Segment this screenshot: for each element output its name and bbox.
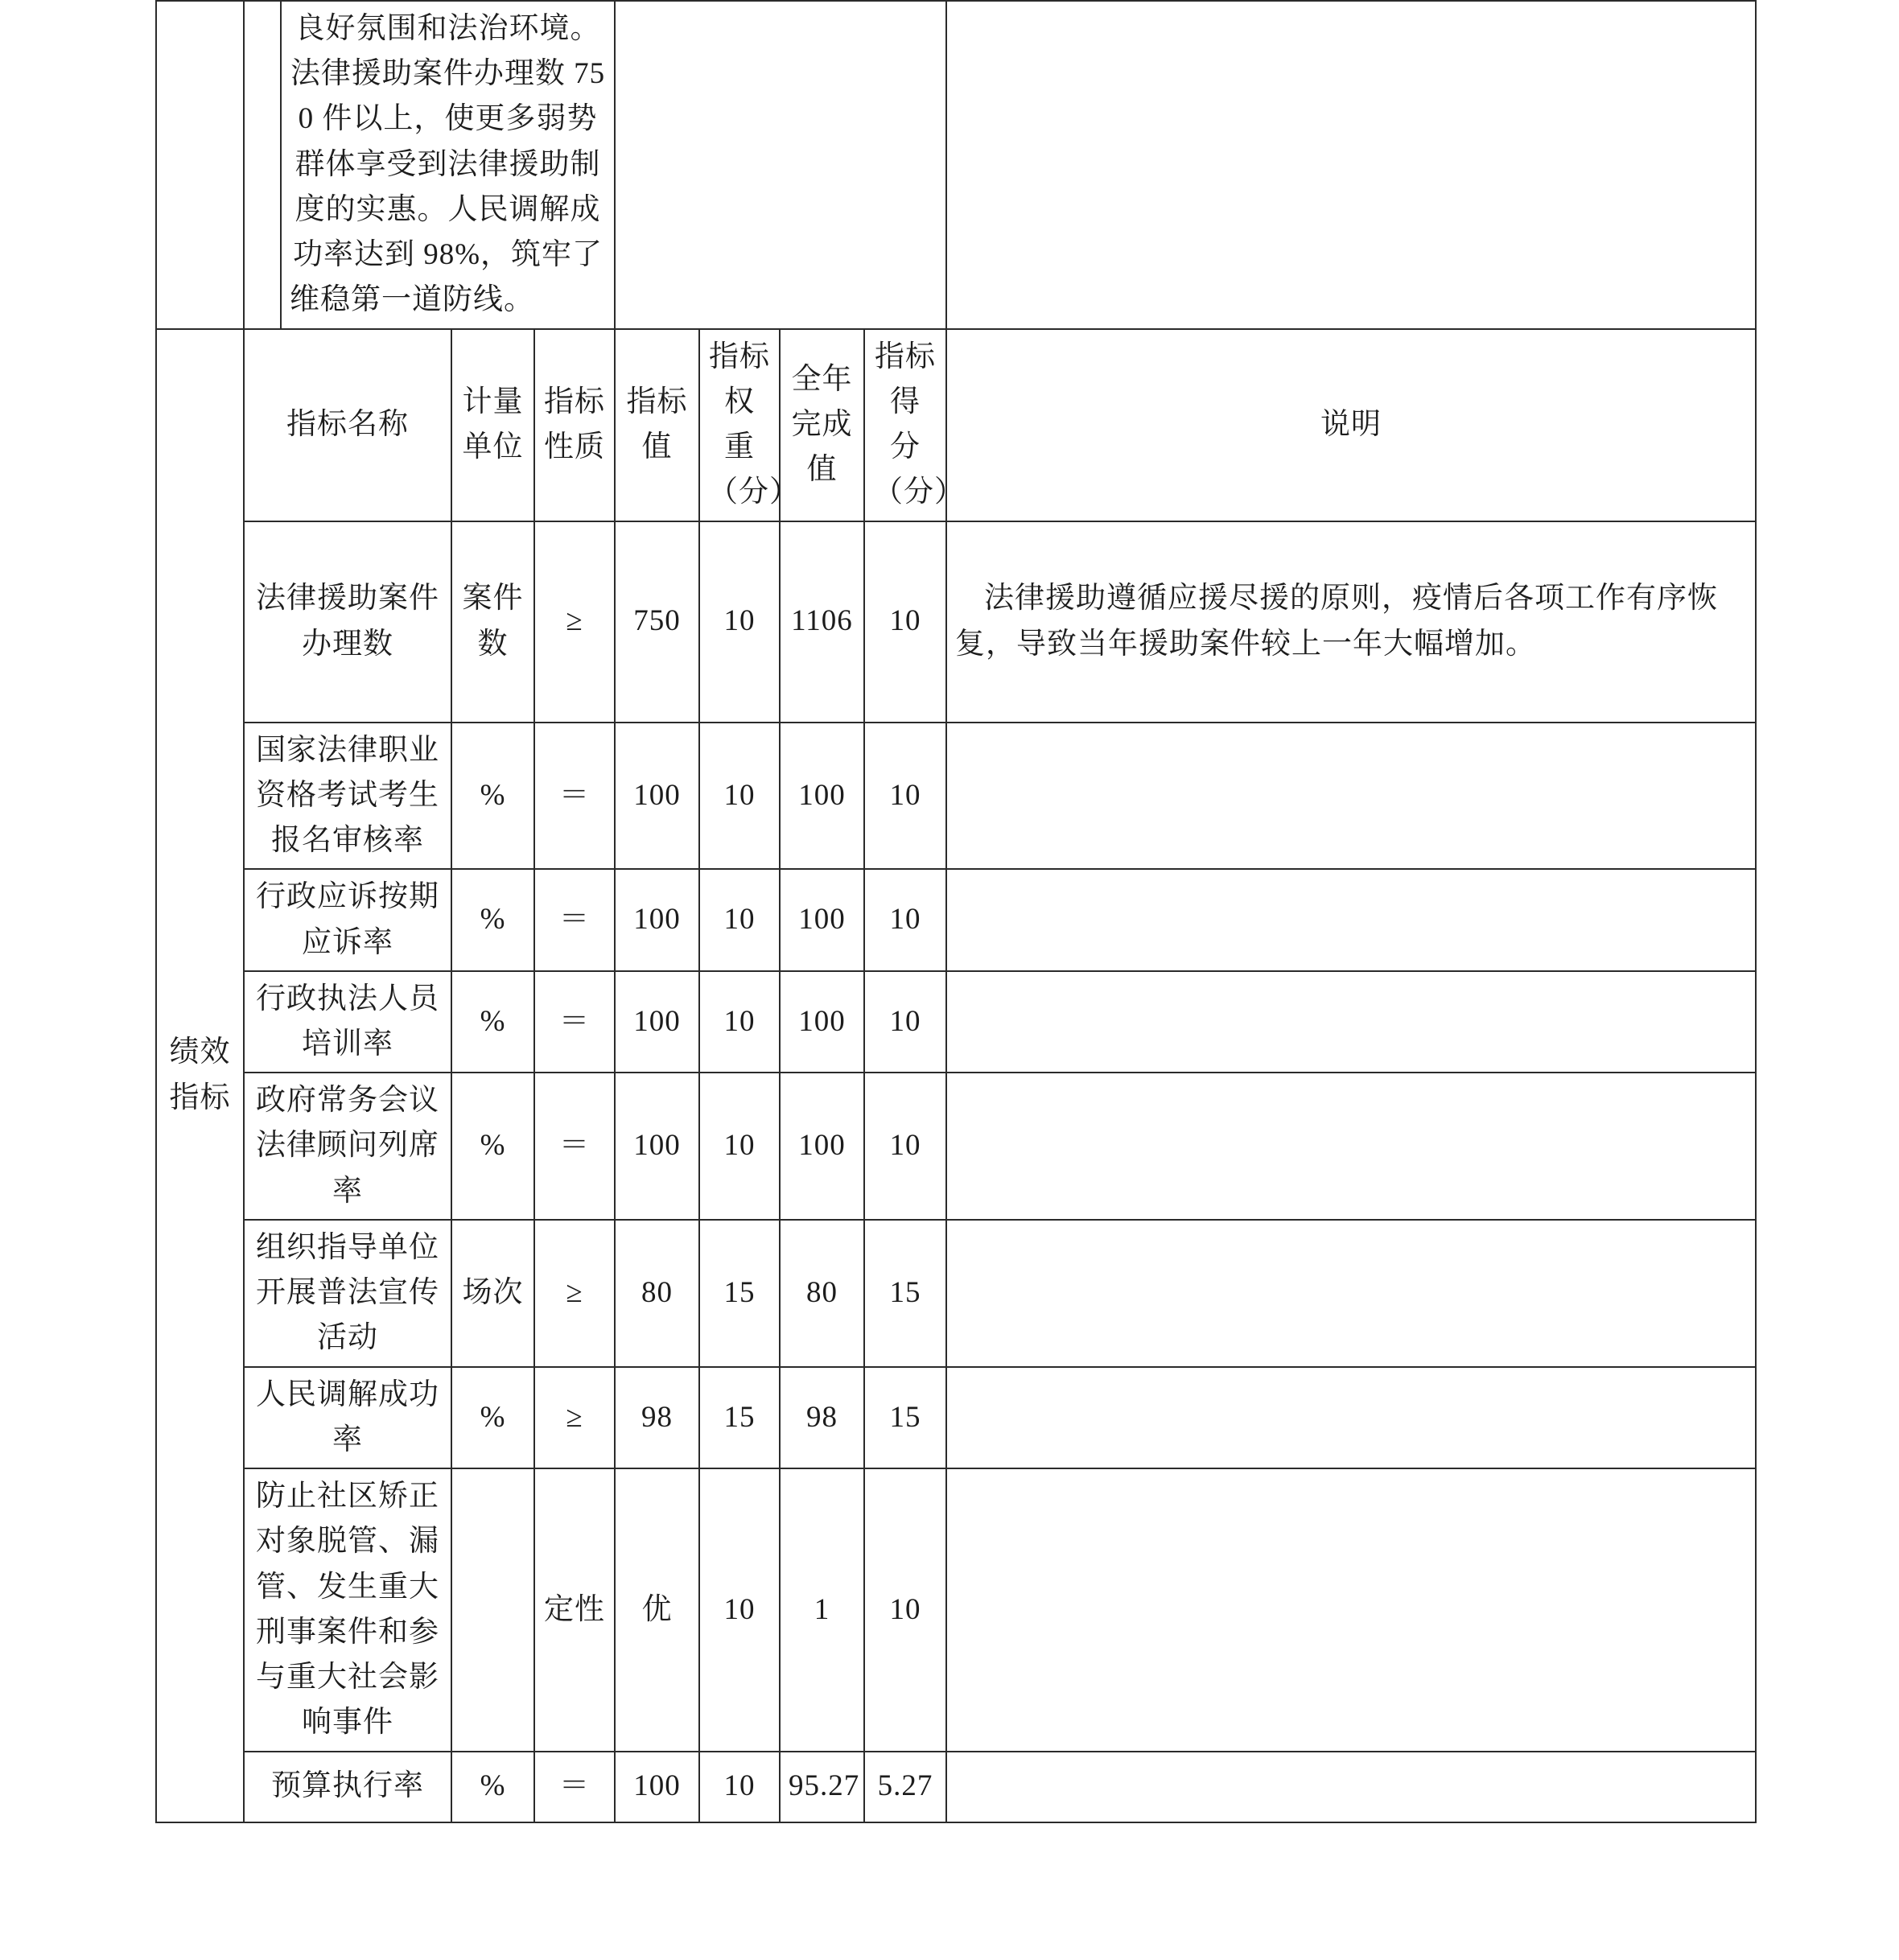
cell-target: 100 — [615, 971, 699, 1073]
cell-unit: % — [451, 1752, 534, 1822]
cell-remark: 法律援助遵循应援尽援的原则，疫情后各项工作有序恢复，导致当年援助案件较上一年大幅增加。 — [946, 521, 1756, 723]
table-row — [156, 1073, 1756, 1220]
cell-weight: 10 — [699, 723, 780, 870]
header-unit — [451, 329, 534, 521]
cell-score: 10 — [864, 723, 946, 870]
cell-unit: % — [451, 1073, 534, 1220]
cell-score: 10 — [864, 1073, 946, 1220]
table-row — [156, 971, 1756, 1073]
cell-annual: 100 — [780, 971, 864, 1073]
cell-indicator-name: 国家法律职业资格考试考生报名审核率 — [244, 723, 451, 870]
cell-indicator-name: 人民调解成功率 — [244, 1367, 451, 1468]
header-weight-line3: （分） — [708, 476, 800, 509]
cell-nature: ≥ — [534, 1367, 615, 1468]
header-weight — [699, 329, 800, 521]
performance-indicator-table — [155, 0, 1757, 1823]
cell-weight: 10 — [699, 1468, 780, 1751]
cell-target: 100 — [615, 869, 699, 970]
cell-score: 10 — [864, 1468, 946, 1751]
header-score-line2: 分 — [890, 430, 921, 464]
cell-target: 750 — [615, 521, 699, 723]
cell-annual: 100 — [780, 723, 864, 870]
header-score-line1: 指标得 — [875, 340, 936, 418]
table-row — [156, 1468, 1756, 1751]
continuation-mid-blank — [615, 1, 946, 329]
cell-remark — [946, 869, 1756, 970]
cell-indicator-name: 法律援助案件办理数 — [244, 521, 451, 723]
cell-target: 优 — [615, 1468, 699, 1751]
continuation-right-blank — [946, 1, 1756, 329]
table-row — [156, 1367, 1756, 1468]
cell-target: 80 — [615, 1220, 699, 1367]
cell-nature: ＝ — [534, 869, 615, 970]
continuation-left-blank-2 — [244, 1, 281, 329]
continuation-left-blank — [156, 1, 244, 329]
cell-remark — [946, 1220, 1756, 1367]
cell-score: 15 — [864, 1220, 946, 1367]
header-score-line3: （分） — [873, 476, 965, 509]
cell-weight: 10 — [699, 869, 780, 970]
cell-score: 15 — [864, 1367, 946, 1468]
table-row — [156, 1220, 1756, 1367]
header-target-value: 指标值 — [615, 329, 699, 521]
narrative-text-cell: 良好氛围和法治环境。法律援助案件办理数 750 件以上，使更多弱势群体享受到法律援助制度的实惠。人民调解成功率达到 98%，筑牢了维稳第一道防线。 — [281, 1, 615, 329]
cell-target: 100 — [615, 1752, 699, 1822]
cell-remark — [946, 1468, 1756, 1751]
cell-annual: 98 — [780, 1367, 864, 1468]
cell-nature: ≥ — [534, 1220, 615, 1367]
cell-annual: 100 — [780, 1073, 864, 1220]
table-row — [156, 723, 1756, 870]
cell-remark — [946, 723, 1756, 870]
cell-indicator-name: 预算执行率 — [244, 1752, 451, 1822]
cell-nature: ≥ — [534, 521, 615, 723]
cell-annual: 1106 — [780, 521, 864, 723]
header-remark: 说明 — [946, 329, 1756, 521]
cell-nature: ＝ — [534, 1073, 615, 1220]
continuation-row — [156, 1, 1756, 329]
cell-score: 10 — [864, 869, 946, 970]
cell-indicator-name: 行政执法人员培训率 — [244, 971, 451, 1073]
header-weight-line1: 指标权 — [709, 340, 770, 418]
cell-remark — [946, 1752, 1756, 1822]
cell-nature: ＝ — [534, 971, 615, 1073]
cell-indicator-name: 政府常务会议法律顾问列席率 — [244, 1073, 451, 1220]
table-row — [156, 521, 1756, 723]
cell-nature: ＝ — [534, 1752, 615, 1822]
header-nature-line1: 指标 — [544, 385, 605, 418]
cell-remark — [946, 1367, 1756, 1468]
cell-weight: 10 — [699, 1073, 780, 1220]
header-nature-line2: 性质 — [544, 430, 605, 464]
cell-target: 98 — [615, 1367, 699, 1468]
cell-unit — [451, 1468, 534, 1751]
header-indicator-nature — [534, 329, 615, 521]
cell-target: 100 — [615, 723, 699, 870]
header-unit-line1: 计量 — [462, 385, 524, 418]
cell-unit: 场次 — [451, 1220, 534, 1367]
cell-target: 100 — [615, 1073, 699, 1220]
cell-nature: 定性 — [534, 1468, 615, 1751]
cell-unit: % — [451, 1367, 534, 1468]
table-header-row — [156, 329, 1756, 521]
cell-indicator-name: 防止社区矫正对象脱管、漏管、发生重大刑事案件和参与重大社会影响事件 — [244, 1468, 451, 1751]
cell-weight: 15 — [699, 1367, 780, 1468]
cell-score: 10 — [864, 971, 946, 1073]
cell-unit: 案件数 — [451, 521, 534, 723]
cell-weight: 10 — [699, 971, 780, 1073]
header-annual-line1: 全年 — [791, 362, 853, 396]
header-indicator-name: 指标名称 — [244, 329, 451, 521]
table-row — [156, 1752, 1756, 1822]
section-row-label: 绩效指标 — [156, 329, 244, 1822]
cell-indicator-name: 行政应诉按期应诉率 — [244, 869, 451, 970]
cell-annual: 100 — [780, 869, 864, 970]
cell-unit: % — [451, 971, 534, 1073]
cell-weight: 15 — [699, 1220, 780, 1367]
cell-annual: 80 — [780, 1220, 864, 1367]
cell-weight: 10 — [699, 1752, 780, 1822]
cell-unit: % — [451, 723, 534, 870]
header-indicator-score — [864, 329, 965, 521]
cell-annual: 95.27 — [780, 1752, 864, 1822]
header-unit-line2: 单位 — [462, 430, 524, 464]
cell-unit: % — [451, 869, 534, 970]
header-annual-line2: 完成值 — [791, 407, 853, 487]
header-weight-line2: 重 — [724, 430, 755, 464]
cell-nature: ＝ — [534, 723, 615, 870]
cell-remark — [946, 1073, 1756, 1220]
table-row — [156, 869, 1756, 970]
cell-indicator-name: 组织指导单位开展普法宣传活动 — [244, 1220, 451, 1367]
cell-score: 5.27 — [864, 1752, 946, 1822]
cell-annual: 1 — [780, 1468, 864, 1751]
cell-remark — [946, 971, 1756, 1073]
cell-score: 10 — [864, 521, 946, 723]
cell-weight: 10 — [699, 521, 780, 723]
